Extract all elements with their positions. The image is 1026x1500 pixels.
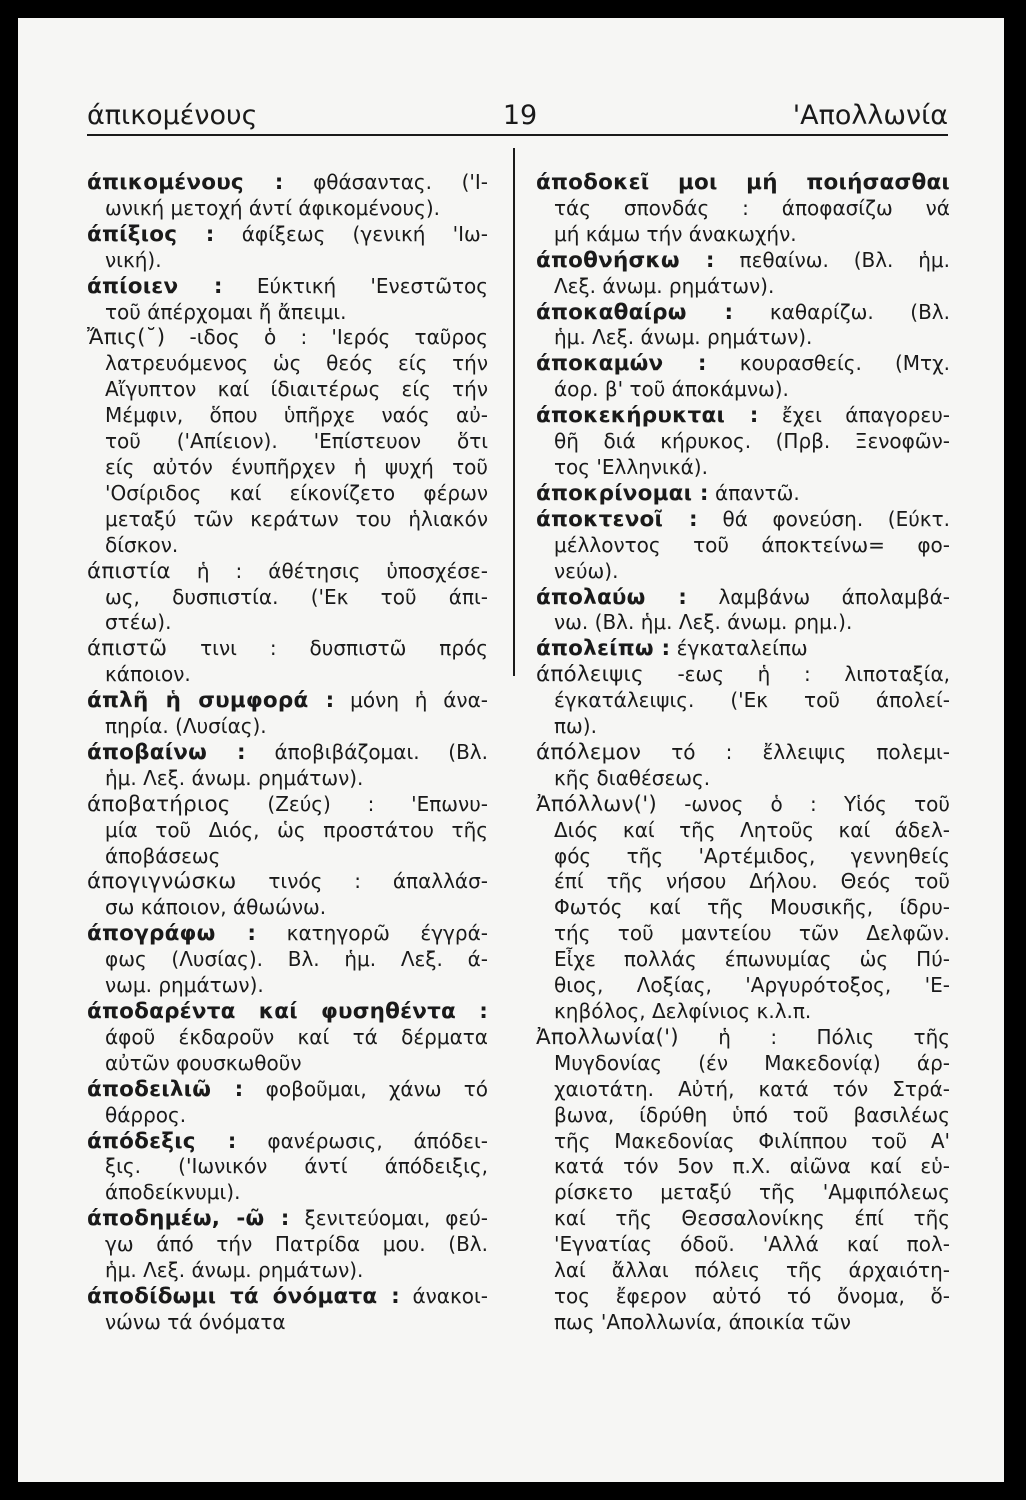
entry-line: κηβόλος, Δελφίνιος κ.λ.π. [554,999,812,1023]
entry-line: βωνα, ίδρύθη ὑπό τοῦ βασιλέως [554,1102,950,1127]
left-column [87,170,488,1336]
entry-first-line [87,1129,488,1155]
dictionary-entry [87,792,488,870]
entry-line: είς αὐτόν ένυπῆρχεν ἡ ψυχή τοῦ [105,454,488,479]
dictionary-entry [536,636,950,662]
entry-line: νική). [105,247,162,272]
entry-first-line [87,559,488,585]
entry-line: ωνική μετοχή άντί άφικομένους). [105,195,441,220]
entry-first-line [87,688,488,714]
definition-text: λαμβάνω άπολαμβά- [687,584,950,609]
entry-first-line [536,792,950,818]
definition-text: φανέρωσις, άπόδει- [236,1128,488,1153]
entry-first-line [87,325,488,351]
definition-text: Εύκτική 'Ενεστῶτος [222,273,488,298]
headword: άπιστία [87,558,171,584]
page-number: 19 [502,100,538,131]
entry-first-line [87,274,488,300]
entry-line: κατά τόν 5ον π.Χ. αἰῶνα καί εὑ- [554,1154,950,1179]
entry-first-line [87,636,488,662]
entry-line: ἡμ. Λεξ. άνωμ. ρημάτων). [105,765,364,790]
headword: άπλῆ ἡ συμφορά : [87,688,335,714]
headword: άποθνήσκω : [536,247,715,273]
entry-line: τοῦ ('Απίειον). 'Επίστευον ὅτι [105,429,488,454]
definition-text: -ωνος ὁ : Υἱός τοῦ [656,791,950,816]
headword: άπογράφω : [87,921,257,947]
headword: άποκαθαίρω : [536,299,734,325]
dictionary-page [18,18,1004,1482]
entry-first-line [536,300,950,326]
header-rule [87,134,948,136]
dictionary-entry [536,740,950,792]
entry-line: στέω). [105,610,172,635]
entry-first-line [536,170,950,196]
dictionary-entry [536,792,950,1025]
entry-line: άποβάσεως [105,843,221,868]
definition-text: άνακοι- [399,1283,488,1308]
entry-line: Αἴγυπτον καί ίδιαιτέρως είς τήν [105,377,488,402]
dictionary-entry [87,1206,488,1284]
headword: άπίξιος : [87,221,215,247]
dictionary-entry [87,999,488,1077]
headword: άποδοκεῖ μοι μή ποιήσασθαι [536,170,950,195]
definition-text: καθαρίζω. (Βλ. [733,299,950,324]
entry-line: μέλλοντος τοῦ άποκτείνω= φο- [554,532,950,557]
definition-text: φθάσαντας. ('Ι- [283,170,488,194]
definition-text: τινι : δυσπιστῶ πρός [167,636,488,661]
entry-line: ως, δυσπιστία. ('Εκ τοῦ άπι- [105,584,488,609]
definition-text: θά φονεύση. (Εύκτ. [697,506,950,531]
entry-line: τος ἔφερον αὐτό τό ὄνομα, ὅ- [554,1283,950,1308]
running-head-left: άπικομένους [87,100,258,131]
dictionary-entry [87,688,488,740]
dictionary-entry [87,274,488,326]
headword: άπιστῶ [87,636,168,662]
definition-text: τινός : άπαλλάσ- [236,869,488,894]
entry-line: τῆς Μακεδονίας Φιλίππου τοῦ Α' [554,1128,950,1153]
entry-line: Διός καί τῆς Λητοῦς καί άδελ- [554,817,950,842]
entry-line: μία τοῦ Διός, ὡς προστάτου τῆς [105,817,488,842]
definition-text: έγκαταλείπω [670,636,808,661]
headword: άποβατήριος [87,791,231,817]
definition-text: -ιδος ὁ : 'Ιερός ταῦρος [165,325,488,350]
headword: Ἀπολλωνία(') [536,1024,679,1050]
entry-line: πηρία. (Λυσίας). [105,714,267,739]
entry-line: άορ. β' τοῦ άποκάμνω). [554,377,789,402]
dictionary-entry [536,248,950,300]
entry-line: τος 'Ελληνικά). [554,454,708,479]
entry-line: ἡμ. Λεξ. άνωμ. ρημάτων). [105,1258,364,1283]
entry-line: πως 'Απολλωνία, άποικία τῶν [554,1309,851,1334]
dictionary-entry [536,170,950,248]
entry-line: λατρευόμενος ὡς θεός είς τήν [105,351,488,376]
entry-line: τής τοῦ μαντείου τῶν Δελφῶν. [554,921,950,946]
entry-line: άφοῦ έκδαροῦν καί τά δέρματα [105,1024,488,1049]
headword: Ἄπις(˘) [87,325,166,351]
entry-line: Μυγδονίας (έν Μακεδονίᾳ) άρ- [554,1050,950,1075]
running-head-right: 'Απολλωνία [792,100,948,131]
entry-line: φός τῆς 'Αρτέμιδος, γεννηθείς [554,843,950,868]
entry-line: θιος, Λοξίας, 'Αργυρότοξος, 'Ε- [554,973,950,998]
entry-first-line [87,222,488,248]
definition-text: πεθαίνω. (Βλ. ἡμ. [714,247,950,272]
entry-line: θάρρος. [105,1102,187,1127]
entry-line: μή κάμω τήν άνακωχήν. [554,221,797,246]
definition-text: μόνη ἡ άνα- [334,688,489,713]
headword: άποδημέω, -ῶ : [87,1206,290,1232]
headword: άπολαύω : [536,584,688,610]
dictionary-entry [87,559,488,637]
entry-first-line [536,740,950,766]
entry-first-line [87,1077,488,1103]
entry-line: καί τῆς Θεσσαλονίκης έπί τῆς [554,1206,950,1231]
definition-text: τό : ἔλλειψις πολεμι- [641,739,950,764]
dictionary-entry [536,351,950,403]
entry-line: πω). [554,714,597,739]
entry-line: Εἶχε πολλάς έπωνυμίας ὡς Πύ- [554,947,950,972]
entry-first-line [536,403,950,429]
entry-first-line [536,351,950,377]
entry-first-line [87,170,488,196]
entry-line: άποδείκνυμι). [105,1180,241,1205]
dictionary-entry [87,869,488,921]
dictionary-entry [87,222,488,274]
entry-line: ἡμ. Λεξ. άνωμ. ρημάτων). [554,325,813,350]
headword: άποκεκήρυκται : [536,403,759,429]
entry-first-line [536,636,950,662]
definition-text: ἔχει άπαγορευ- [758,403,950,428]
entry-line: αὐτῶν φουσκωθοῦν [105,1050,302,1075]
definition-text: φοβοῦμαι, χάνω τό [243,1076,488,1101]
headword: άπολείπω : [536,636,671,662]
entry-line: έπί τῆς νήσου Δήλου. Θεός τοῦ [554,869,950,894]
entry-line: έγκατάλειψις. ('Εκ τοῦ άπολεί- [554,688,950,713]
entry-first-line [87,1284,488,1310]
entry-line: λαί ἄλλαι πόλεις τῆς άρχαιότη- [554,1258,950,1283]
definition-text: ἡ : άθέτησις ὑποσχέσε- [170,558,488,583]
headword: άπίοιεν : [87,273,223,299]
entry-first-line [536,662,950,688]
headword: άποδειλιῶ : [87,1076,244,1102]
headword: άπογιγνώσκω [87,869,237,895]
entry-line: φως (Λυσίας). Βλ. ἡμ. Λεξ. ά- [105,947,488,972]
entry-first-line [536,481,950,507]
entry-first-line [536,507,950,533]
entry-line: σω κάποιον, άθωώνω. [105,895,327,920]
definition-text: ἡ : Πόλις τῆς [678,1024,950,1049]
headword: άπόλεμον [536,739,642,765]
entry-line: 'Οσίριδος καί είκονίζετο φέρων [105,480,488,505]
entry-first-line [87,1206,488,1232]
entry-line: νω. (Βλ. ἡμ. Λεξ. άνωμ. ρημ.). [554,610,853,635]
dictionary-entry [536,507,950,585]
entry-line: νωμ. ρημάτων). [105,973,264,998]
right-column [536,170,950,1336]
dictionary-entry [536,662,950,740]
headword: άπικομένους : [87,170,284,195]
dictionary-entry [536,1025,950,1336]
entry-line: χαιοτάτη. Αὐτή, κατά τόν Στρά- [554,1076,950,1101]
entry-line: Φωτός καί τῆς Μουσικῆς, ίδρυ- [554,895,950,920]
entry-line: γω άπό τήν Πατρίδα μου. (Βλ. [105,1232,488,1257]
entry-line: Μέμφιν, ὅπου ὑπῆρχε ναός αὐ- [105,403,488,428]
definition-text: κουρασθείς. (Μτχ. [706,351,950,376]
dictionary-entry [87,1077,488,1129]
entry-line: τοῦ άπέρχομαι ἤ ἄπειμι. [105,299,347,324]
definition-text: άπαντῶ. [708,480,800,505]
dictionary-entry [536,585,950,637]
dictionary-entry [87,325,488,558]
entry-line: δίσκον. [105,532,179,557]
entry-line: 'Εγνατίας όδοῦ. 'Αλλά καί πολ- [554,1232,950,1257]
headword: άπόδεξις : [87,1128,237,1154]
headword: άποβαίνω : [87,739,246,765]
dictionary-entry [87,1284,488,1336]
entry-line: ξις. ('Ιωνικόν άντί άπόδειξις, [105,1154,488,1179]
entry-line: κάποιον. [105,662,191,687]
entry-line: Λεξ. άνωμ. ρημάτων). [554,273,775,298]
headword: άπόλειψις [536,662,644,688]
dictionary-entry [536,403,950,481]
entry-line: μεταξύ τῶν κεράτων του ἡλιακόν [105,506,488,531]
entry-first-line [536,248,950,274]
dictionary-entry [87,921,488,999]
entry-line: κῆς διαθέσεως. [554,765,711,790]
headword: άποκρίνομαι : [536,480,709,506]
entry-first-line [87,921,488,947]
entry-first-line [87,999,488,1025]
entry-first-line [87,740,488,766]
entry-first-line [536,585,950,611]
headword: Ἀπόλλων(') [536,791,657,817]
column-divider [513,148,515,676]
headword: άποκαμών : [536,351,707,377]
dictionary-entry [536,481,950,507]
dictionary-entry [87,636,488,688]
dictionary-entry [87,1129,488,1207]
headword: άποδίδωμι τά όνόματα : [87,1283,400,1309]
dictionary-entry [536,300,950,352]
entry-line: νώνω τά όνόματα [105,1309,286,1334]
headword: άποκτενοῖ : [536,506,698,532]
entry-first-line [87,792,488,818]
definition-text: άποβιβάζομαι. (Βλ. [245,739,488,764]
definition-text: ξενιτεύομαι, φεύ- [289,1206,489,1231]
entry-line: θῆ διά κήρυκος. (Πρβ. Ξενοφῶν- [554,429,950,454]
headword: άποδαρέντα καί φυσηθέντα : [87,999,488,1024]
definition-text: -εως ἡ : λιποταξία, [643,662,950,687]
dictionary-entry [87,740,488,792]
entry-first-line [536,1025,950,1051]
definition-text: κατηγορῶ έγγρά- [256,921,488,946]
definition-text: (Ζεύς) : 'Επωνυ- [230,791,488,816]
entry-line: νεύω). [554,558,619,583]
entry-line: τάς σπονδάς : άποφασίζω νά [554,195,950,220]
dictionary-entry [87,170,488,222]
entry-first-line [87,869,488,895]
entry-line: ρίσκετο μεταξύ τῆς 'Αμφιπόλεως [554,1180,950,1205]
definition-text: άφίξεως (γενική 'Ιω- [214,221,488,246]
